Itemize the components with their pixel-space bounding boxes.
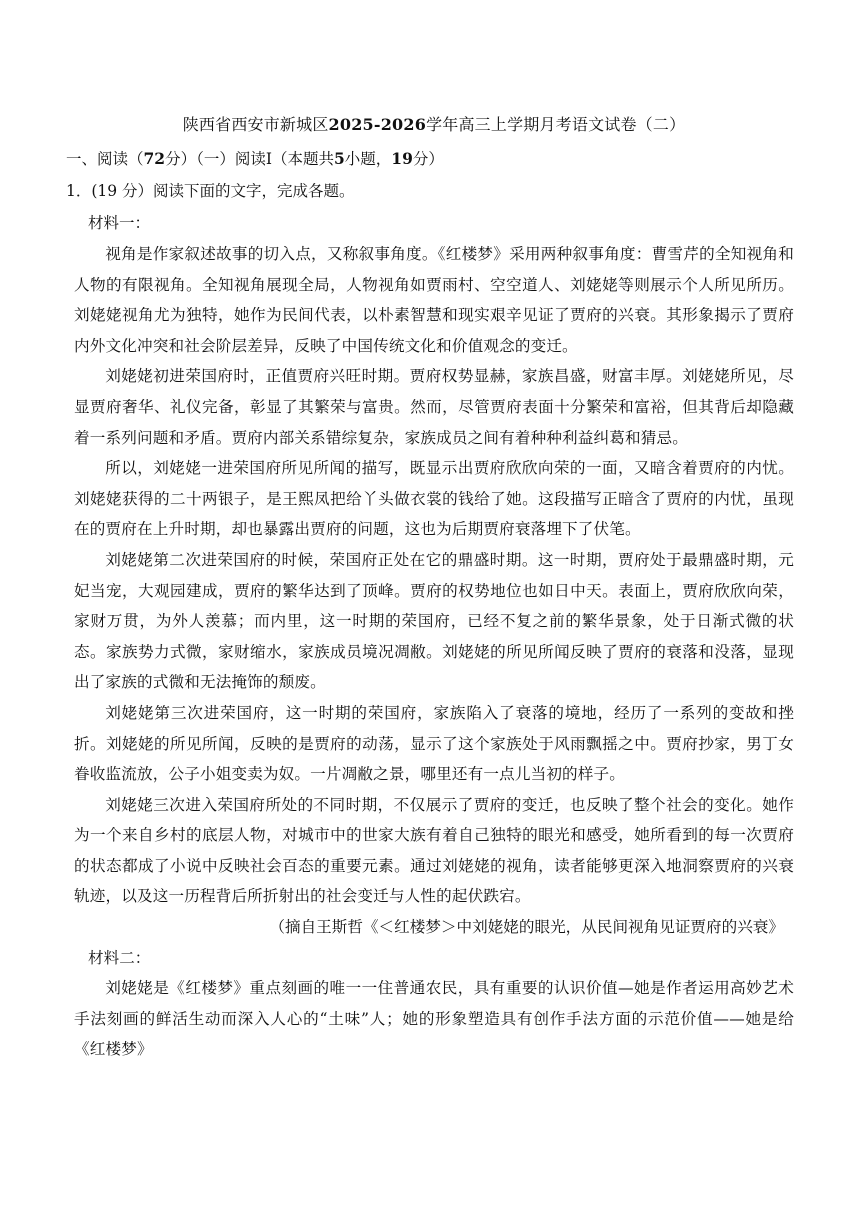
- heading-part: 分）: [412, 150, 444, 168]
- page-title: [0, 114, 868, 136]
- material-1-paragraph: 所以，刘姥姥一进荣国府所见所闻的描写，既显示出贾府欣欣向荣的一面，又暗含着贾府的内忧。刘姥姥获得的二十两银子，是王熙凤把给丫头做衣裳的钱给了她。这段描写正暗含了贾府的内忧，虽现在的贾府在上升时期，却也暴露出贾府的问题，这也为后期贾府衰落埋下了伏笔。: [74, 459, 794, 539]
- heading-part: 分）（一）阅读Ⅰ（本题共: [165, 150, 334, 168]
- material-1-paragraph: 刘姥姥第三次进荣国府，这一时期的荣国府，家族陷入了衰落的境地，经历了一系列的变故和挫折。刘姥姥的所见所闻，反映的是贾府的动荡，显示了这个家族处于风雨飘摇之中。贾府抄家，男丁女眷收监流放，公子小姐变卖为奴。一片凋敝之景，哪里还有一点儿当初的样子。: [74, 703, 794, 784]
- heading-points: 19: [391, 149, 413, 168]
- section-heading: [66, 148, 444, 170]
- heading-part: 小题，: [344, 150, 392, 168]
- material-1-paragraph: 刘姥姥初进荣国府时，正值贾府兴旺时期。贾府权势显赫，家族昌盛，财富丰厚。刘姥姥所见，尽显贾府奢华、礼仪完备，彰显了其繁荣与富贵。然而，尽管贾府表面十分繁荣和富裕，但其背后却隐藏着一系列问题和矛盾。贾府内部关系错综复杂，家族成员之间有着种种利益纠葛和猜忌。: [74, 367, 794, 447]
- material-1-label: 材料一：: [88, 214, 151, 232]
- document-body: [74, 239, 794, 1065]
- material-2-label: 材料二：: [88, 948, 151, 967]
- title-suffix: 学年高三上学期月考语文试卷（二）: [426, 115, 686, 134]
- title-prefix: 陕西省西安市新城区: [182, 115, 329, 134]
- material-1-source: （摘自王斯哲《＜红楼梦＞中刘姥姥的眼光，从民间视角见证贾府的兴衰》: [269, 918, 784, 937]
- heading-score: 72: [143, 149, 166, 168]
- heading-part: 一、阅读（: [66, 150, 144, 168]
- material-1-paragraph: 刘姥姥第二次进荣国府的时候，荣国府正处在它的鼎盛时期。这一时期，贾府处于最鼎盛时期，元妃当宠，大观园建成，贾府的繁华达到了顶峰。贾府的权势地位也如日中天。表面上，贾府欣欣向荣，家财万贯，为外人羡慕；而内里，这一时期的荣国府，已经不复之前的繁华景象，处于日渐式微的状态。家族势力式微，家财缩水，家族成员境况凋敝。刘姥姥的所见所闻反映了贾府的衰落和没落，显现出了家族的式微和无法掩饰的颓废。: [74, 550, 794, 692]
- material-1-paragraph: 刘姥姥三次进入荣国府所处的不同时期，不仅展示了贾府的变迁，也反映了整个社会的变化。她作为一个来自乡村的底层人物，对城市中的世家大族有着自己独特的眼光和感受，她所看到的每一次贾府的状态都成了小说中反映社会百态的重要元素。通过刘姥姥的视角，读者能够更深入地洞察贾府的兴衰轨迹，以及这一历程背后所折射出的社会变迁与人性的起伏跌宕。: [74, 795, 794, 906]
- title-year: 2025-2026: [328, 115, 427, 134]
- material-1-paragraph: 视角是作家叙述故事的切入点，又称叙事角度。《红楼梦》采用两种叙事角度：曹雪芹的全知视角和人物的有限视角。全知视角展现全局，人物视角如贾雨村、空空道人、刘姥姥等则展示个人所见所历。刘姥姥视角尤为独特，她作为民间代表，以朴素智慧和现实艰辛见证了贾府的兴衰。其形象揭示了贾府内外文化冲突和社会阶层差异，反映了中国传统文化和价值观念的变迁。: [74, 245, 794, 355]
- material-2-paragraph: 刘姥姥是《红楼梦》重点刻画的唯一一住普通农民，具有重要的认识价值—她是作者运用高妙艺术手法刻画的鲜活生动而深入人心的“土味”人；她的形象塑造具有创作手法方面的示范价值——她是给《红楼梦》: [74, 979, 794, 1059]
- heading-count: 5: [333, 149, 345, 168]
- question-prompt: 1．(19 分）阅读下面的文字，完成各题。: [66, 182, 355, 200]
